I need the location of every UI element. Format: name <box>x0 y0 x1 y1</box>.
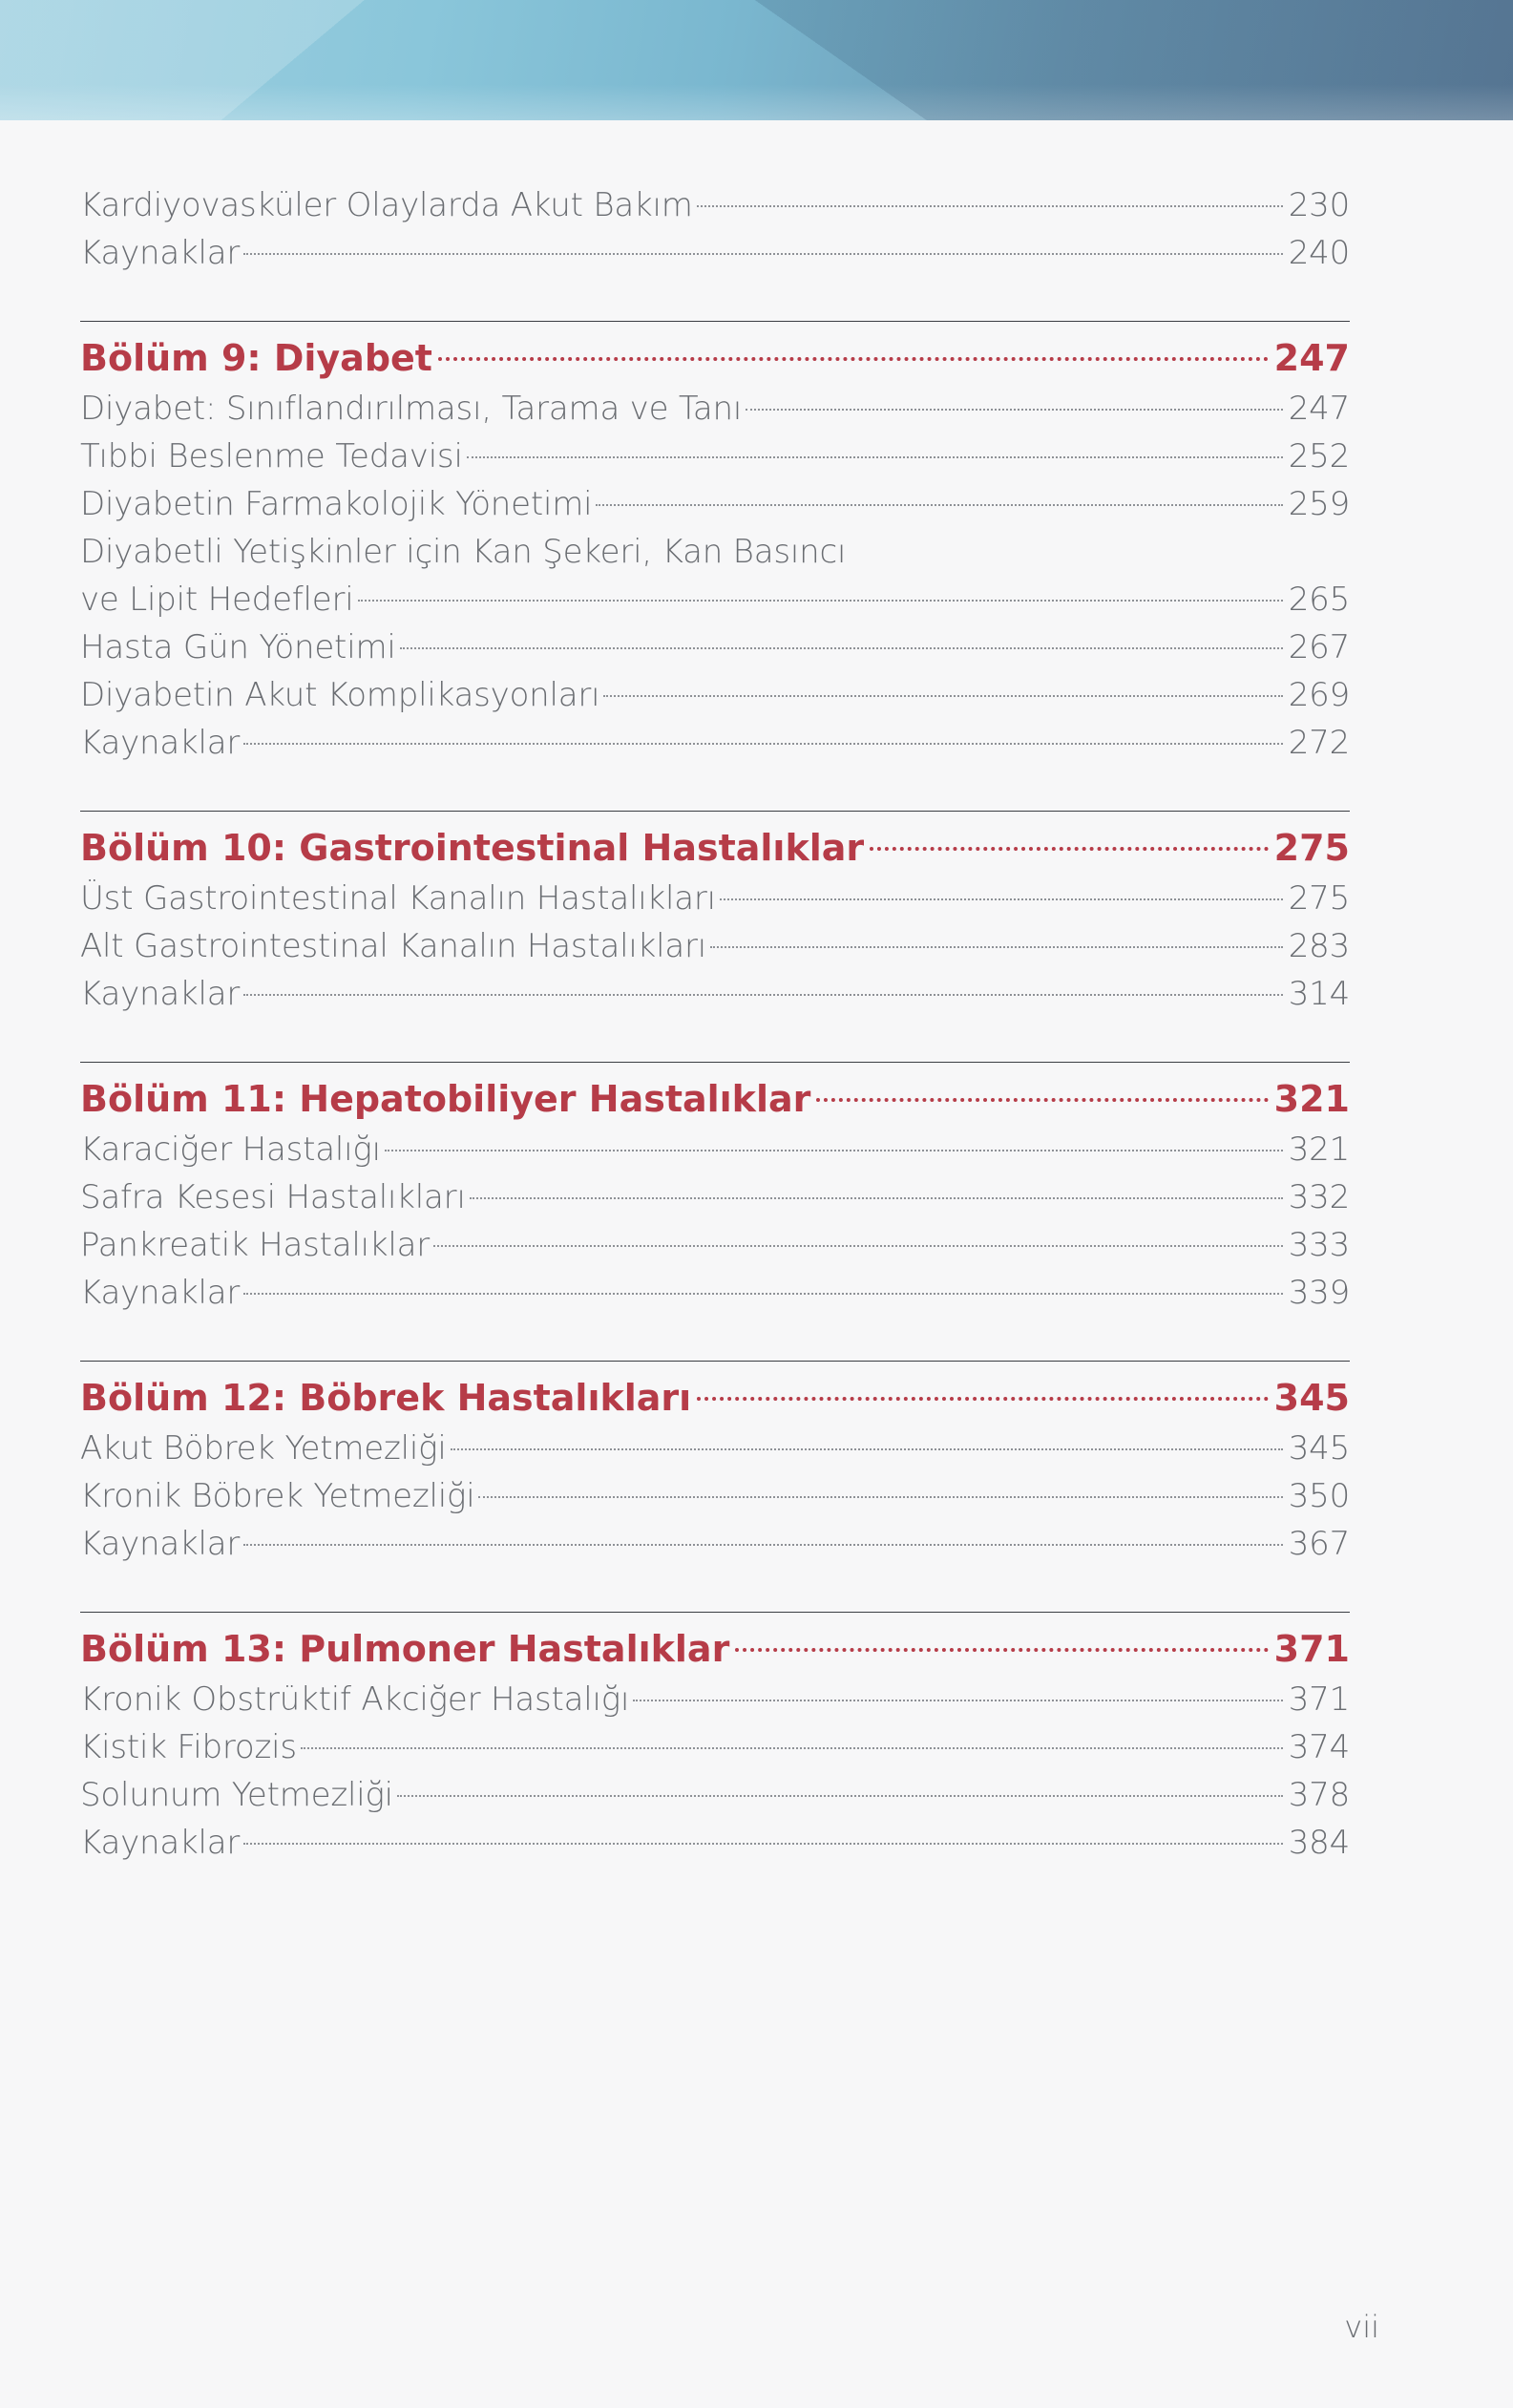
dot-leader <box>433 1245 1283 1247</box>
toc-entry-page: 240 <box>1288 234 1350 272</box>
toc-entry[interactable] <box>80 385 1350 433</box>
toc-entry-page: 269 <box>1288 676 1350 714</box>
chapter-heading[interactable] <box>80 331 1350 385</box>
dot-leader <box>451 1448 1283 1450</box>
chapter-page: 247 <box>1273 337 1350 379</box>
header-decorative-band <box>0 0 1513 120</box>
toc-entry-title: Diyabetin Akut Komplikasyonları <box>80 676 600 714</box>
toc-entry-page: 267 <box>1288 628 1350 666</box>
toc-entry-title: Kaynaklar <box>80 1274 241 1312</box>
dot-leader <box>710 946 1283 948</box>
chapter-section-11 <box>80 1062 1350 1317</box>
toc-entry-page: 384 <box>1288 1824 1350 1862</box>
toc-entry[interactable] <box>80 1819 1350 1867</box>
toc-entry-page: 283 <box>1288 927 1350 965</box>
toc-entry-page: 230 <box>1288 186 1350 224</box>
chapter-heading[interactable] <box>80 1072 1350 1126</box>
toc-entry-page: 367 <box>1288 1525 1350 1563</box>
dot-leader <box>243 1544 1283 1546</box>
dot-leader <box>478 1496 1283 1498</box>
dot-leader <box>816 1098 1268 1102</box>
dot-leader <box>470 1197 1283 1199</box>
chapter-title: Bölüm 11: Hepatobiliyer Hastalıklar <box>80 1078 811 1120</box>
dot-leader <box>438 357 1269 361</box>
toc-entry-title: Kaynaklar <box>80 724 241 762</box>
toc-entry-page: 321 <box>1288 1130 1350 1169</box>
table-of-contents <box>80 181 1350 1867</box>
toc-entry-page: 252 <box>1288 437 1350 475</box>
chapter-section-10 <box>80 811 1350 1018</box>
toc-entry-first-line[interactable] <box>80 528 1350 576</box>
toc-entry-title: Kronik Böbrek Yetmezliği <box>80 1477 475 1515</box>
toc-entry[interactable] <box>80 970 1350 1018</box>
toc-entry-title: Kaynaklar <box>80 1824 241 1862</box>
toc-entry-page: 378 <box>1288 1776 1350 1814</box>
toc-entry-page: 275 <box>1288 879 1350 918</box>
toc-entry-page: 314 <box>1288 975 1350 1013</box>
toc-entry[interactable] <box>80 480 1350 528</box>
dot-leader <box>697 1397 1268 1401</box>
intro-entries <box>80 181 1350 277</box>
dot-leader <box>243 1293 1283 1295</box>
toc-entry-title: Diyabetli Yetişkinler için Kan Şekeri, Kan Basıncı <box>80 533 847 571</box>
toc-entry[interactable] <box>80 229 1350 277</box>
toc-entry-title: Kaynaklar <box>80 1525 241 1563</box>
dot-leader <box>720 898 1283 900</box>
toc-entry-page: 247 <box>1288 390 1350 428</box>
toc-entry[interactable] <box>80 433 1350 480</box>
dot-leader <box>243 253 1283 255</box>
toc-entry-title: Kistik Fibrozis <box>80 1728 297 1766</box>
dot-leader <box>603 695 1283 697</box>
toc-entry[interactable] <box>80 1472 1350 1520</box>
toc-entry[interactable] <box>80 875 1350 922</box>
toc-entry-title: Kaynaklar <box>80 975 241 1013</box>
toc-entry-page: 339 <box>1288 1274 1350 1312</box>
toc-entry[interactable] <box>80 1126 1350 1173</box>
dot-leader <box>243 994 1283 996</box>
toc-entry[interactable] <box>80 1676 1350 1723</box>
toc-entry-page: 272 <box>1288 724 1350 762</box>
toc-entry-title: Diyabetin Farmakolojik Yönetimi <box>80 485 593 523</box>
toc-entry-page: 371 <box>1288 1680 1350 1719</box>
dot-leader <box>596 504 1283 506</box>
dot-leader <box>358 600 1283 602</box>
dot-leader <box>243 743 1283 745</box>
toc-entry[interactable] <box>80 181 1350 229</box>
toc-entry-title: Karaciğer Hastalığı <box>80 1130 381 1169</box>
toc-entry[interactable] <box>80 671 1350 719</box>
chapter-section-12 <box>80 1361 1350 1568</box>
dot-leader <box>870 847 1269 851</box>
toc-entry[interactable] <box>80 1520 1350 1568</box>
toc-entry-title: Diyabet: Sınıflandırılması, Tarama ve Tanı <box>80 390 743 428</box>
toc-entry-page: 350 <box>1288 1477 1350 1515</box>
chapter-heading[interactable] <box>80 1371 1350 1425</box>
toc-entry[interactable] <box>80 1221 1350 1269</box>
dot-leader <box>243 1843 1283 1845</box>
toc-entry-title: Tıbbi Beslenme Tedavisi <box>80 437 463 475</box>
toc-entry[interactable] <box>80 1771 1350 1819</box>
toc-entry[interactable] <box>80 719 1350 767</box>
toc-entry-title: Pankreatik Hastalıklar <box>80 1226 431 1264</box>
toc-entry[interactable] <box>80 1173 1350 1221</box>
chapter-title: Bölüm 10: Gastrointestinal Hastalıklar <box>80 827 865 869</box>
dot-leader <box>385 1150 1283 1151</box>
toc-entry[interactable] <box>80 922 1350 970</box>
chapter-title: Bölüm 12: Böbrek Hastalıkları <box>80 1377 692 1419</box>
toc-entry-page: 332 <box>1288 1178 1350 1216</box>
chapter-heading[interactable] <box>80 821 1350 875</box>
chapter-page: 275 <box>1273 827 1350 869</box>
toc-entry-title: Akut Böbrek Yetmezliği <box>80 1429 447 1468</box>
toc-entry-page: 265 <box>1288 581 1350 619</box>
chapter-page: 345 <box>1273 1377 1350 1419</box>
toc-entry-title: Safra Kesesi Hastalıkları <box>80 1178 466 1216</box>
chapter-page: 321 <box>1273 1078 1350 1120</box>
toc-entry-page: 345 <box>1288 1429 1350 1468</box>
dot-leader <box>697 205 1283 207</box>
chapter-title: Bölüm 9: Diyabet <box>80 337 432 379</box>
dot-leader <box>400 647 1283 649</box>
chapter-title: Bölüm 13: Pulmoner Hastalıklar <box>80 1628 730 1670</box>
dot-leader <box>397 1795 1283 1797</box>
dot-leader <box>301 1747 1283 1749</box>
page-number: vii <box>1344 2309 1379 2345</box>
dot-leader <box>467 456 1283 458</box>
toc-entry-page: 333 <box>1288 1226 1350 1264</box>
toc-entry[interactable] <box>80 576 1350 623</box>
dot-leader <box>746 409 1283 411</box>
toc-entry-title: Hasta Gün Yönetimi <box>80 628 396 666</box>
toc-entry-title: Solunum Yetmezliği <box>80 1776 393 1814</box>
dot-leader <box>735 1648 1268 1652</box>
chapter-heading[interactable] <box>80 1622 1350 1676</box>
toc-entry-title: Kronik Obstrüktif Akciğer Hastalığı <box>80 1680 630 1719</box>
toc-entry[interactable] <box>80 1425 1350 1472</box>
chapter-page: 371 <box>1273 1628 1350 1670</box>
toc-entry-title: Kardiyovasküler Olaylarda Akut Bakım <box>80 186 693 224</box>
toc-entry-page: 374 <box>1288 1728 1350 1766</box>
toc-entry-title: Üst Gastrointestinal Kanalın Hastalıkları <box>80 879 716 918</box>
toc-entry-title: Alt Gastrointestinal Kanalın Hastalıkları <box>80 927 707 965</box>
toc-entry-title: Kaynaklar <box>80 234 241 272</box>
toc-entry-title: ve Lipit Hedefleri <box>80 581 354 619</box>
toc-entry[interactable] <box>80 623 1350 671</box>
dot-leader <box>633 1700 1283 1701</box>
toc-entry[interactable] <box>80 1723 1350 1771</box>
toc-entry[interactable] <box>80 1269 1350 1317</box>
chapter-section-13 <box>80 1612 1350 1867</box>
chapter-section-9 <box>80 321 1350 767</box>
toc-entry-page: 259 <box>1288 485 1350 523</box>
